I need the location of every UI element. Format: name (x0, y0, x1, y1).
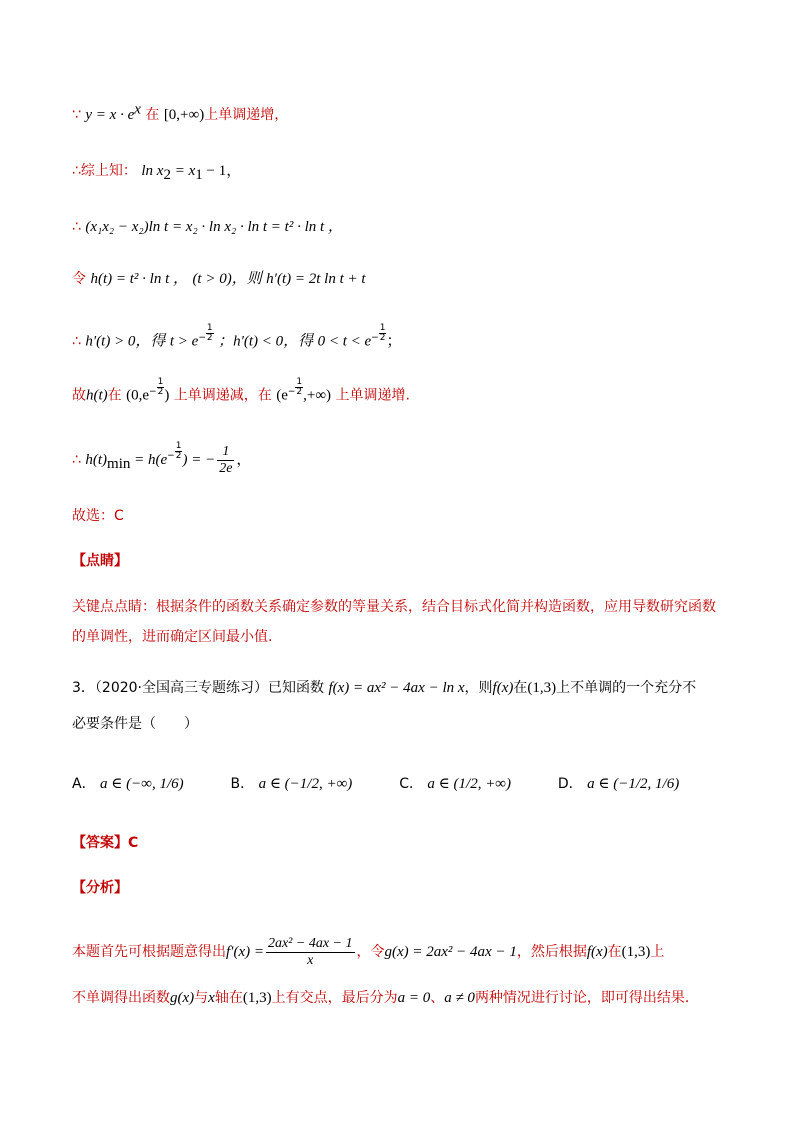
option-b-label: B． (230, 776, 255, 792)
option-a: a ∈ (−∞, 1/6) (100, 776, 184, 792)
exponent-fraction: $\frac{1}{2}$ (157, 377, 164, 397)
exponent-fraction: − (371, 333, 379, 343)
option-d-label: D． (557, 776, 583, 792)
text: 在 (513, 680, 528, 696)
exponent-fraction: − (198, 333, 206, 343)
exponent-fraction: $\frac{1}{2}$ (206, 323, 213, 343)
option-d: a ∈ (−1/2, 1/6) (587, 776, 680, 792)
math-expression: y = x · e (85, 107, 135, 123)
math-expression: 0 < t < e (317, 333, 372, 350)
math-expression: (0,e (126, 387, 150, 404)
text: 上有交点，最后分为 (271, 990, 398, 1006)
math-fraction: $\frac{\text{2ax² − 4ax − 1}}{x}$ (267, 935, 353, 968)
math-expression: ， (236, 452, 252, 468)
option-a-label: A． (72, 776, 96, 792)
math-expression: g(x) = 2ax² − 4ax − 1 (384, 944, 517, 960)
therefore-symbol: ∴ (72, 219, 81, 235)
math-expression: a ≠ 0 (444, 990, 475, 1006)
math-fraction: $\frac{1}{2e}$ (219, 443, 233, 476)
question-3-line-2: 必要条件是（ ） (72, 716, 198, 732)
text: ，然后根据 (516, 944, 587, 960)
therefore-symbol: ∴ (72, 333, 81, 350)
math-expression: f(x) (586, 944, 608, 960)
exponent-fraction: $\frac{1}{2}$ (379, 323, 386, 343)
math-expression: f′(x) = (226, 944, 264, 960)
option-b: a ∈ (−1/2, +∞) (258, 776, 353, 792)
exponent-fraction: $\frac{1}{2}$ (296, 377, 303, 397)
because-symbol: ∵ (72, 107, 81, 123)
math-expression: ,+∞) (303, 387, 332, 404)
solution-line-7 (72, 440, 251, 480)
text: 、 (430, 990, 445, 1006)
math-expression: a = 0 (397, 990, 431, 1006)
math-expression: h(t) (85, 452, 108, 468)
text: ，令 (356, 944, 385, 960)
math-expression: t > e (169, 333, 199, 350)
math-expression: (e (276, 387, 288, 404)
math-expression: f(x) = ax² − 4ax − ln x (328, 680, 465, 696)
math-interval: (1,3) (621, 944, 651, 960)
text: 故 (72, 387, 86, 404)
text: 不单调得出函数 (72, 990, 170, 1006)
answer-select: 故选：C (72, 508, 124, 524)
text: 在 (107, 387, 122, 404)
solution-line-1 (72, 101, 289, 126)
section-title-analysis: 【分析】 (72, 880, 128, 896)
math-expression: h(t) (86, 387, 108, 404)
text: ，则 (464, 680, 493, 696)
math-expression: ； (386, 333, 402, 350)
text: 轴在 (214, 990, 243, 1006)
question-stem: 3．（2020·全国高三专题练习）已知函数 (72, 680, 324, 696)
option-c-label: C． (399, 776, 423, 792)
analysis-line-1 (72, 932, 664, 972)
text: ∴综上知： (72, 163, 137, 179)
solution-line-3 (72, 216, 343, 238)
math-expression: h′(t) = 2t ln t + t (266, 271, 366, 287)
text: 在 (607, 944, 622, 960)
exponent-fraction: $\frac{1}{2}$ (175, 441, 182, 462)
section-title-dianjing: 【点睛】 (72, 553, 128, 569)
exponent-fraction: − (149, 387, 157, 397)
solution-line-5 (72, 324, 401, 353)
math-interval: (1,3) (242, 990, 272, 1006)
math-subscript: min (107, 455, 131, 472)
math-expression: g(x) (170, 990, 195, 1006)
math-expression: (x₁x₂ − x₂)ln t = x₂ · ln x₂ · ln t = t² · ln t ， (85, 219, 343, 235)
math-expression: (t > 0)，则 (192, 271, 262, 287)
text: 令 (72, 271, 86, 287)
solution-line-2: ∴综上知： $\ln x_2 = x_1 - 1$， (72, 163, 242, 183)
text: 上不单调的一个充分不 (556, 680, 697, 696)
math-expression: h′(t) > 0，得 (85, 333, 166, 350)
math-expression: x (208, 990, 215, 1006)
text: 在 (140, 107, 164, 123)
math-expression: − 1， (202, 163, 242, 179)
math-expression: ln x (141, 163, 164, 179)
text: 上单调递增. (335, 387, 410, 404)
text: 与 (194, 990, 209, 1006)
exponent-fraction: − (167, 451, 175, 462)
dianjing-text-line-2: 的单调性，进而确定区间最小值. (72, 629, 273, 645)
math-interval: (1,3) (527, 680, 557, 696)
text: 本题首先可根据题意得出 (72, 944, 226, 960)
options-row (72, 770, 679, 798)
math-expression: ；h′(t) < 0，得 (218, 333, 314, 350)
text: 两种情况进行讨论，即可得出结果. (474, 990, 690, 1006)
math-expression: h(t) = t² · ln t ， (90, 271, 188, 287)
math-expression: f(x) (492, 680, 514, 696)
question-3-line-1 (72, 677, 696, 699)
math-expression: ) = − (182, 452, 216, 468)
dianjing-text-line-1: 关键点点睛：根据条件的函数关系确定参数的等量关系，结合目标式化简并构造函数，应用导数研究函数 (72, 599, 716, 615)
exponent-fraction: − (287, 387, 296, 397)
answer-title: 【答案】C (72, 835, 139, 851)
text: 上单调递减，在 (173, 387, 272, 404)
math-interval: [0,+∞) (163, 107, 205, 123)
solution-line-4 (72, 268, 366, 290)
math-expression: ) (164, 387, 170, 404)
text: 上 (650, 944, 665, 960)
analysis-line-2 (72, 987, 689, 1009)
therefore-symbol: ∴ (72, 452, 81, 468)
math-expression: = x (170, 163, 196, 179)
solution-line-6 (72, 378, 410, 407)
math-exponent: x (134, 101, 141, 118)
math-expression: = h(e (130, 452, 168, 468)
option-c: a ∈ (1/2, +∞) (427, 776, 511, 792)
text: 上单调递增， (204, 107, 289, 123)
